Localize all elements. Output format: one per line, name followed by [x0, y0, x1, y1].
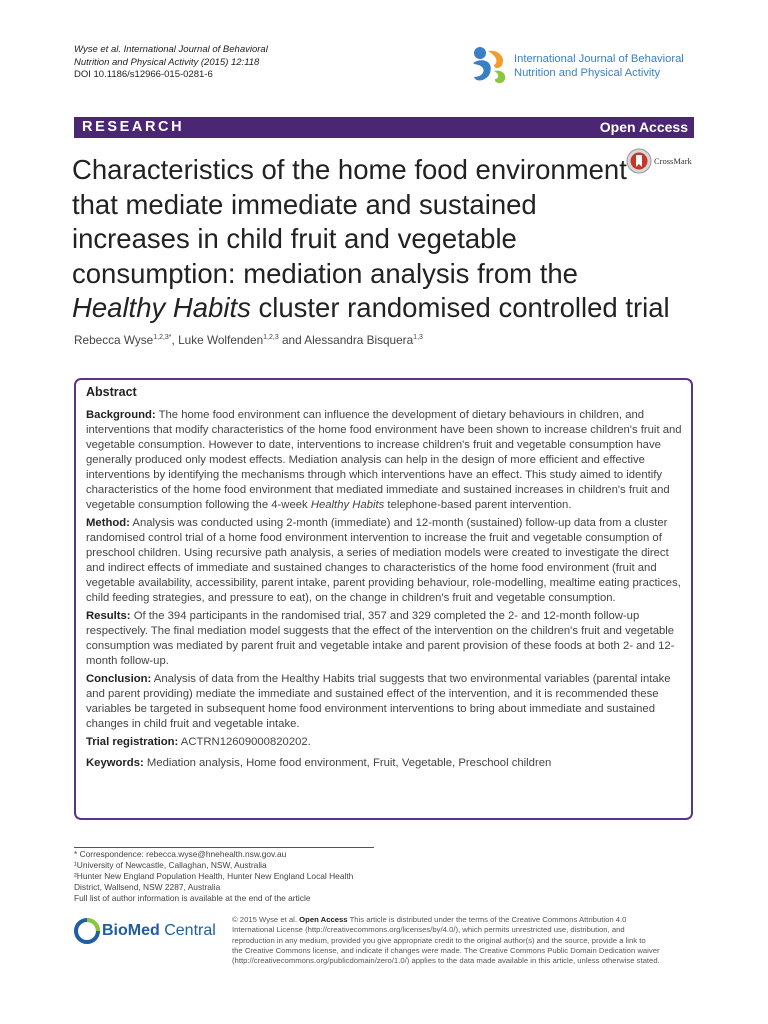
author-3: and Alessandra Bisquera — [278, 333, 414, 347]
author-3-affiliation: 1,3 — [413, 334, 423, 341]
abstract-box — [74, 378, 693, 820]
doi-link[interactable]: DOI 10.1186/s12966-015-0281-6 — [74, 69, 213, 80]
crossmark-label: CrossMark — [654, 156, 692, 166]
article-title — [72, 153, 670, 326]
abstract-trial-registration: Trial registration: ACTRN12609000820202. — [86, 736, 311, 748]
title-line-3: increases in child fruit and vegetable — [72, 223, 517, 254]
author-2: , Luke Wolfenden — [171, 333, 264, 347]
section-banner — [74, 117, 694, 138]
crossmark-icon — [626, 148, 652, 174]
title-line-1: Characteristics of the home food environment — [72, 154, 627, 185]
citation-line-2: Nutrition and Physical Activity (2015) 12:118 — [74, 56, 260, 68]
license-line-3: reproduction in any medium, provided you give appropriate credit to the original author(s) and the source, provide a link to — [232, 935, 646, 945]
open-access-label: Open Access — [599, 119, 688, 135]
correspondence-email[interactable]: * Correspondence: rebecca.wyse@hnehealth.nsw.gov.au — [74, 849, 287, 859]
footnote-divider — [74, 847, 374, 848]
author-list — [74, 333, 423, 347]
license-line-5: (http://creativecommons.org/publicdomain/zero/1.0/) applies to the data made available in this article, unless otherwise stated. — [232, 956, 660, 966]
license-line-2: International License (http://creativecommons.org/licenses/by/4.0/), which permits unrestricted use, distribution, and — [232, 925, 625, 935]
title-line-5: Healthy Habits cluster randomised controlled trial — [72, 292, 670, 323]
abstract-heading: Abstract — [86, 385, 137, 399]
affiliation-2b: District, Wallsend, NSW 2287, Australia — [74, 882, 221, 892]
license-line-4: the Creative Commons license, and indicate if changes were made. The Creative Commons Public Domain Dedication waiver — [232, 945, 660, 955]
license-line-1: © 2015 Wyse et al. Open Access This article is distributed under the terms of the Creative Commons Attribution 4.0 — [232, 915, 627, 924]
author-1-affiliation: 1,2,3* — [153, 334, 172, 341]
license-text — [232, 915, 698, 966]
abstract-body — [86, 408, 686, 774]
abstract-conclusion: Conclusion: Analysis of data from the Healthy Habits trial suggests that two environmental variables (parental intake and parent providing) mediate the immediate and sustained effect of the intervention, and it is recommended these variables be targeted in subsequent home food environment interventions to bring about immediate and sustained changes in child fruit and vegetable intake. — [86, 673, 671, 730]
affiliation-2a: ²Hunter New England Population Health, Hunter New England Local Health — [74, 871, 354, 881]
title-line-2: that mediate immediate and sustained — [72, 188, 537, 220]
journal-logo — [468, 43, 698, 87]
publisher-logo — [74, 918, 224, 948]
section-label: RESEARCH — [82, 119, 185, 135]
abstract-background: Background: The home food environment can influence the development of dietary behaviours in children, and interventions that modify characteristics of the home food environment have been shown to increase children's fruit and vegetable consumption. However to date, interventions to increase children's fruit and vegetable consumption have generally produced only modest effects. Mediation analysis can help in the design of more efficient and effective interventions by identifying the mechanisms through which interventions have an effect. This study aimed to identify characteristics of the home food environment that mediated immediate and sustained increases in children's fruit and vegetable consumption following the 4-week Healthy Habits telephone-based parent intervention. — [86, 409, 682, 511]
citation-line-1: Wyse et al. International Journal of Behavioral — [74, 44, 268, 55]
citation-block — [74, 44, 268, 82]
footnotes — [74, 849, 353, 904]
biomed-central-icon — [74, 918, 100, 944]
journal-logo-icon — [468, 43, 514, 87]
journal-name: International Journal of Behavioral Nutrition and Physical Activity — [514, 53, 684, 79]
author-info-note: Full list of author information is available at the end of the article — [74, 893, 311, 903]
publisher-name: BioMed Central — [102, 922, 216, 939]
abstract-keywords: Keywords: Mediation analysis, Home food environment, Fruit, Vegetable, Preschool children — [86, 757, 552, 769]
abstract-results: Results: Of the 394 participants in the randomised trial, 357 and 329 completed the 2- and 12-month follow-up respectively. The final mediation model suggests that the effect of the intervention on the children's fruit and vegetable consumption was mediated by parent fruit and vegetable intake and parent provision of these foods at both 2- and 12-month follow-up. — [86, 610, 675, 667]
crossmark-badge[interactable] — [626, 148, 701, 174]
affiliation-1: ¹University of Newcastle, Callaghan, NSW, Australia — [74, 860, 267, 870]
title-line-4: consumption: mediation analysis from the — [72, 257, 578, 289]
author-2-affiliation: 1,2,3 — [263, 334, 279, 341]
author-1: Rebecca Wyse — [74, 333, 154, 347]
abstract-method: Method: Analysis was conducted using 2-month (immediate) and 12-month (sustained) follow-up data from a cluster randomised control trial of a home food environment intervention to increase the fruit and vegetable consumption of preschool children. Using recursive path analysis, a series of mediation models were created to investigate the direct and indirect effects of immediate and sustained changes to characteristics of the home food environment (fruit and vegetable availability, accessibility, parent intake, parent providing behaviour, role-modelling, mealtime eating practices, child feeding strategies, and pressure to eat), on the change in children's fruit and vegetable consumption. — [86, 517, 681, 604]
